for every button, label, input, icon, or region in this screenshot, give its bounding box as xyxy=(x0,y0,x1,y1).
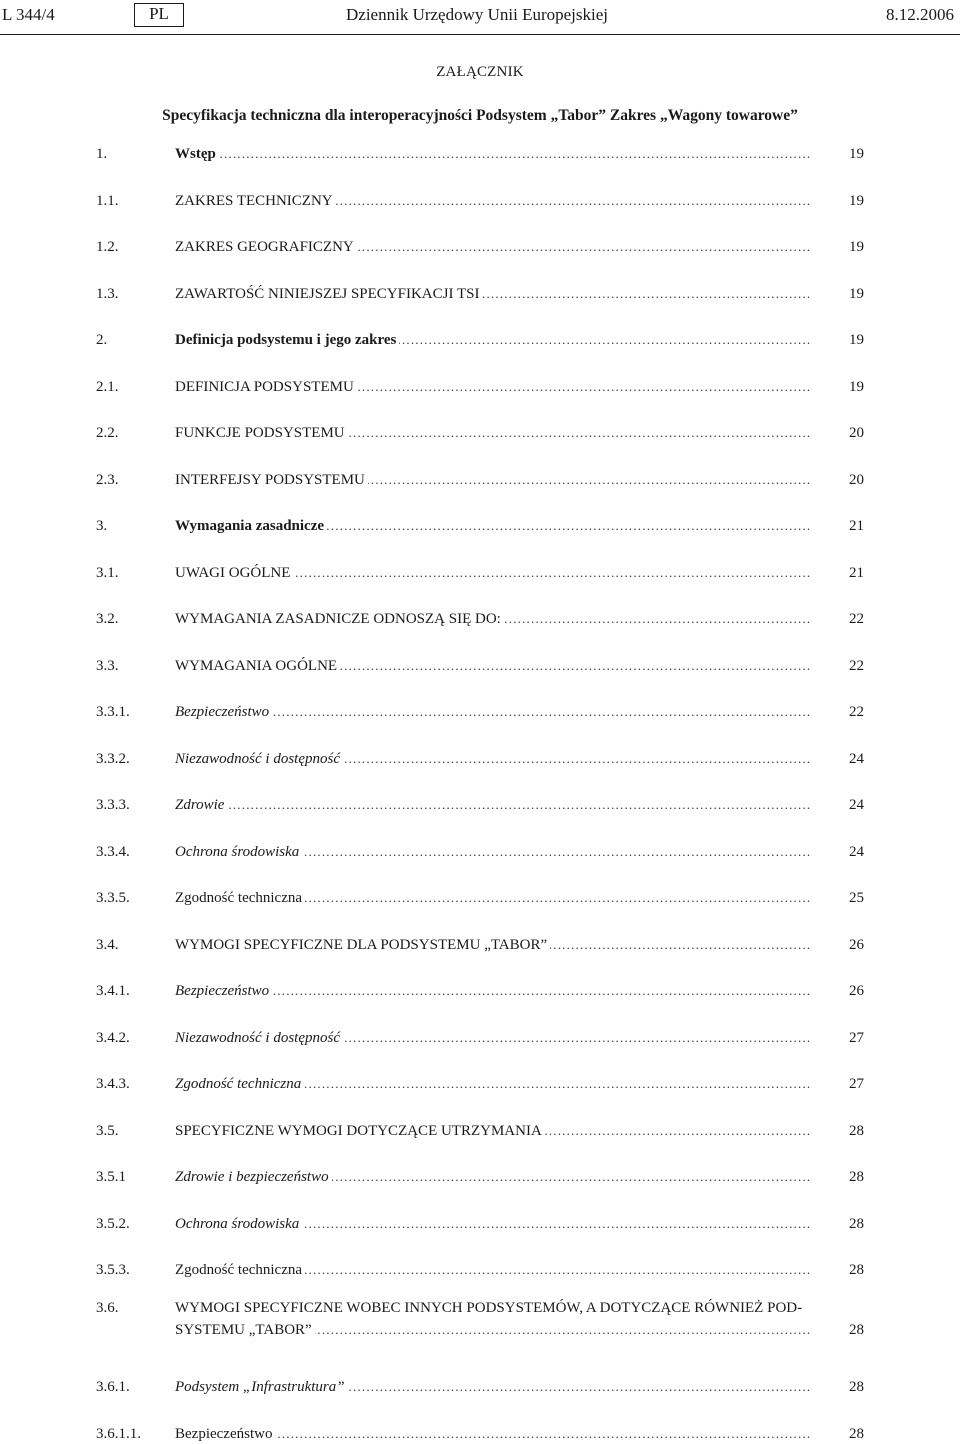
toc-entry-number: 3.3.2. xyxy=(96,750,130,767)
toc-entry-title: WYMAGANIA OGÓLNE ..... xyxy=(175,656,811,676)
toc-entry-page-number: 19 xyxy=(849,192,864,209)
toc-entry-number: 3.3. xyxy=(96,657,119,674)
toc-entry-number: 2. xyxy=(96,332,108,348)
toc-entry-number: 2.3. xyxy=(96,471,119,488)
toc-entry-page-number: 21 xyxy=(849,518,864,534)
toc-entry-number: 3.3.5. xyxy=(96,890,130,906)
toc-entry-number: 3.5.3. xyxy=(96,1262,130,1278)
toc-entry-page-number: 28 xyxy=(849,1379,864,1395)
toc-entry-title: Podsystem „Infrastruktura” ..... xyxy=(175,1377,811,1397)
toc-entry-number: 3.3.4. xyxy=(96,843,130,860)
toc-entry-title: Wymagania zasadnicze ..... xyxy=(175,516,811,536)
toc-entry-number: 1.3. xyxy=(96,285,119,302)
toc-entry-page-number: 22 xyxy=(849,704,864,720)
page-reference: L 344/4 xyxy=(2,5,55,24)
toc-entry-page-number: 20 xyxy=(849,471,864,488)
toc-entry-page-number: 28 xyxy=(849,1122,864,1139)
toc-entry-title: ZAKRES TECHNICZNY ..... xyxy=(175,191,811,211)
toc-entry-number: 1.1. xyxy=(96,192,119,209)
toc-entry-title: Zdrowie ..... xyxy=(175,795,811,815)
toc-entry-title: Ochrona środowiska ..... xyxy=(175,842,811,862)
toc-entry-page-number: 25 xyxy=(849,890,864,906)
toc-entry-number: 3.6. xyxy=(96,1299,119,1316)
toc-entry-title: ZAWARTOŚĆ NINIEJSZEJ SPECYFIKACJI TSI ..... xyxy=(175,284,811,304)
toc-entry-title: Zdrowie i bezpieczeństwo ..... xyxy=(175,1167,811,1187)
toc-entry-number: 3.1. xyxy=(96,564,119,581)
toc-entry-page-number: 19 xyxy=(849,146,864,162)
toc-entry-title: Bezpieczeństwo ..... xyxy=(175,702,811,722)
toc-entry-page-number: 28 xyxy=(849,1425,864,1442)
toc-entry-page-number: 24 xyxy=(849,843,864,860)
toc-entry-page-number: 27 xyxy=(849,1076,864,1092)
toc-entry-title: Definicja podsystemu i jego zakres ..... xyxy=(175,330,811,350)
toc-entry-number: 3.5.2. xyxy=(96,1215,130,1232)
toc-entry-number: 3.4. xyxy=(96,936,119,953)
toc-entry-page-number: 19 xyxy=(849,239,864,255)
toc-entry-number: 3.3.1. xyxy=(96,704,130,720)
toc-entry-page-number: 26 xyxy=(849,983,864,999)
toc-entry-page-number: 22 xyxy=(849,657,864,674)
language-badge: PL xyxy=(134,3,184,27)
toc-entry-page-number: 20 xyxy=(849,425,864,441)
toc-entry-title: Zgodność techniczna ..... xyxy=(175,1074,811,1094)
toc-entry-number: 3.4.2. xyxy=(96,1029,130,1046)
toc-entry-title: Wstęp ..... xyxy=(175,144,811,164)
toc-entry-number: 3.3.3. xyxy=(96,797,130,813)
toc-entry-page-number: 28 xyxy=(849,1169,864,1185)
toc-entry-number: 1.2. xyxy=(96,239,119,255)
toc-entry-title: ZAKRES GEOGRAFICZNY ..... xyxy=(175,237,811,257)
toc-entry-title: Niezawodność i dostępność ..... xyxy=(175,1028,811,1048)
toc-entry-number: 2.2. xyxy=(96,425,119,441)
toc-entry-number: 3.6.1. xyxy=(96,1379,130,1395)
toc-entry-title-line1: WYMOGI SPECYFICZNE WOBEC INNYCH PODSYSTEMÓW, A DOTYCZĄCE RÓWNIEŻ POD- xyxy=(175,1299,803,1316)
toc-entry-page-number: 28 xyxy=(849,1215,864,1232)
toc-entry-title: SPECYFICZNE WYMOGI DOTYCZĄCE UTRZYMANIA ..... xyxy=(175,1121,811,1141)
toc-entry-number: 3.2. xyxy=(96,611,119,627)
toc-entry-page-number: 24 xyxy=(849,750,864,767)
toc-entry-page-number: 19 xyxy=(849,332,864,348)
toc-entry-title: WYMOGI SPECYFICZNE DLA PODSYSTEMU „TABOR” ..... xyxy=(175,935,811,955)
publication-date: 8.12.2006 xyxy=(886,5,954,24)
toc-entry-page-number: 19 xyxy=(849,285,864,302)
toc-entry-number: 3.4.1. xyxy=(96,983,130,999)
toc-entry-page-number: 27 xyxy=(849,1029,864,1046)
toc-entry-title: Zgodność techniczna ..... xyxy=(175,1260,811,1280)
toc-entry-title: DEFINICJA PODSYSTEMU ..... xyxy=(175,377,811,397)
toc-entry-number: 3.4.3. xyxy=(96,1076,130,1092)
toc-entry-page-number: 22 xyxy=(849,611,864,627)
toc-entry-number: 3.6.1.1. xyxy=(96,1425,141,1442)
toc-entry-number: 3.5. xyxy=(96,1122,119,1139)
document-title: Specyfikacja techniczna dla interoperacyjności Podsystem „Tabor” Zakres „Wagony towarowe” xyxy=(162,107,798,124)
toc-entry-title: Bezpieczeństwo ..... xyxy=(175,981,811,1001)
toc-entry-number: 3. xyxy=(96,518,108,534)
toc-entry-page-number: 19 xyxy=(849,378,864,395)
toc-entry-title: Zgodność techniczna ..... xyxy=(175,888,811,908)
toc-entry-number: 2.1. xyxy=(96,378,119,395)
toc-entry-page-number: 26 xyxy=(849,936,864,953)
journal-title: Dziennik Urzędowy Unii Europejskiej xyxy=(346,5,609,24)
toc-entry-title: INTERFEJSY PODSYSTEMU ..... xyxy=(175,470,811,490)
toc-entry-page-number: 28 xyxy=(849,1321,864,1338)
toc-entry-title: Ochrona środowiska ..... xyxy=(175,1214,811,1234)
toc-entry-title: SYSTEMU „TABOR” ..... xyxy=(175,1320,811,1340)
toc-entry-title: UWAGI OGÓLNE ..... xyxy=(175,563,811,583)
toc-entry-title: WYMAGANIA ZASADNICZE ODNOSZĄ SIĘ DO: ..... xyxy=(175,609,811,629)
toc-entry-title: FUNKCJE PODSYSTEMU ..... xyxy=(175,423,811,443)
toc-entry-title: Bezpieczeństwo ..... xyxy=(175,1424,811,1444)
toc-entry-page-number: 21 xyxy=(849,564,864,581)
toc-entry-page-number: 24 xyxy=(849,797,864,813)
annex-label: ZAŁĄCZNIK xyxy=(436,64,524,80)
toc-entry-title: Niezawodność i dostępność ..... xyxy=(175,749,811,769)
toc-entry-number: 1. xyxy=(96,146,108,162)
toc-entry-number: 3.5.1 xyxy=(96,1169,126,1185)
toc-entry-page-number: 28 xyxy=(849,1262,864,1278)
